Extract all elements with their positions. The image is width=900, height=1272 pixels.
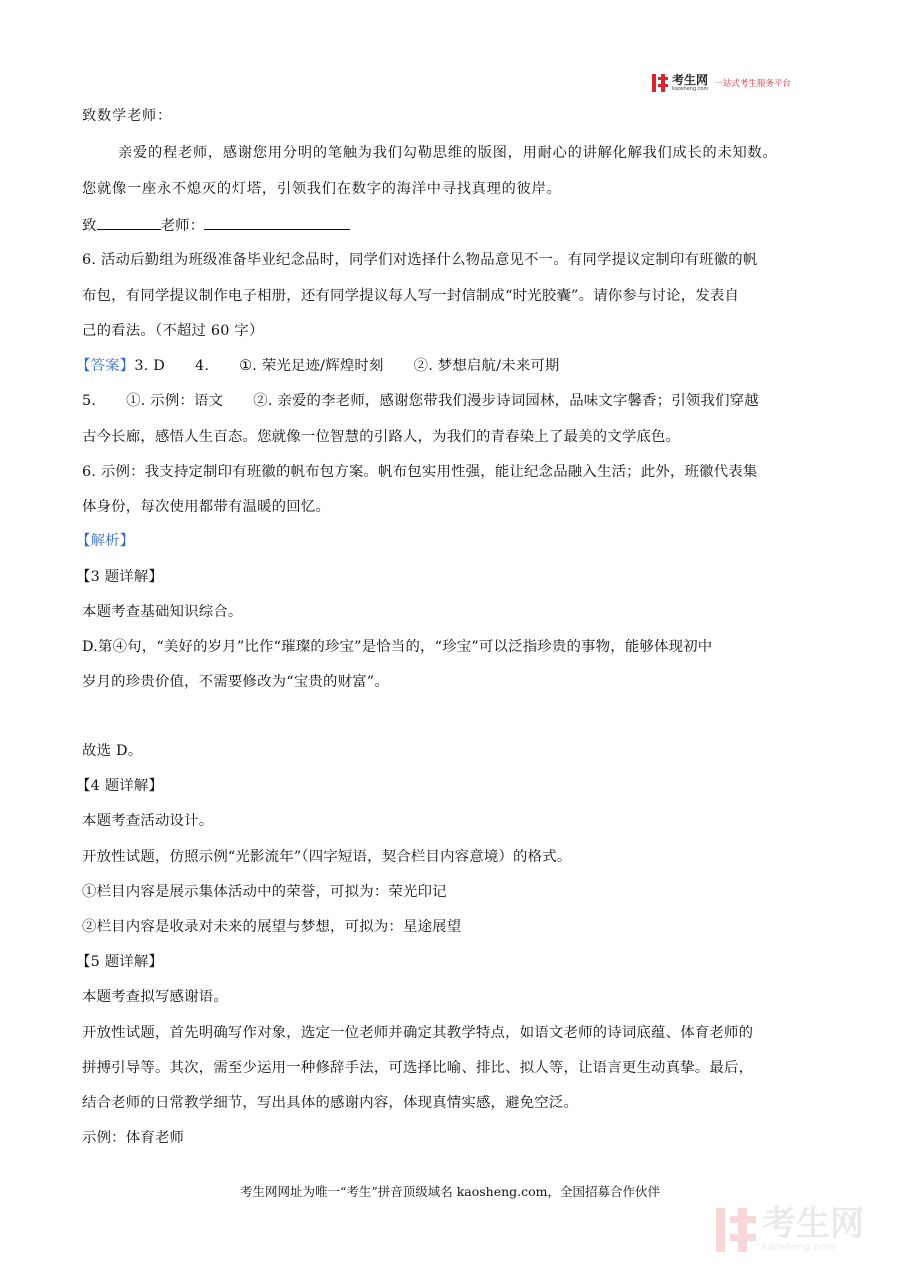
letter-paragraph-1: 亲爱的程老师，感谢您用分明的笔触为我们勾勒思维的版图，用耐心的讲解化解我们成长的未知数。 (118, 145, 778, 161)
question-6-line-3: 己的看法。（不超过 60 字） (82, 323, 264, 339)
q3-conclusion: 故选 D。 (82, 743, 143, 759)
watermark-en: kaosheng.com (762, 1242, 835, 1253)
q4-intro: 本题考查活动设计。 (82, 813, 214, 829)
logo-en: kaosheng.com (672, 86, 709, 92)
watermark-wordmark (762, 1204, 864, 1253)
q5-detail-1: 开放性试题，首先明确写作对象，选定一位老师并确定其教学特点，如语文老师的诗词底蕴、体育老师的 (82, 1025, 754, 1041)
logo-wordmark (672, 74, 708, 92)
answer-4-item-1: ①. 荣光足迹/辉煌时刻 (239, 358, 384, 374)
answer-3: 3. D (134, 358, 166, 374)
answer-line-5: 体身份，每次使用都带有温暖的回忆。 (82, 499, 331, 515)
q5-detail-2: 拼搏引导等。其次，需至少运用一种修辞手法，可选择比喻、排比、拟人等，让语言更生动真挚。最后， (82, 1060, 754, 1076)
answer-5-item-2: ②. 亲爱的李老师，感谢您带我们漫步诗词园林，品味文字馨香；引领我们穿越 (253, 393, 759, 409)
letter-paragraph-2: 您就像一座永不熄灭的灯塔，引领我们在数字的海洋中寻找真理的彼岸。 (82, 181, 562, 197)
header-logo (652, 72, 817, 94)
page-footer: 考生网网址为唯一“考生”拼音顶级域名 kaosheng.com，全国招募合作伙伴 (239, 1184, 661, 1199)
question-6-line-1: 6. 活动后勤组为班级准备毕业纪念品时，同学们对选择什么物品意见不一。有同学提议定制印有班徽的帆 (82, 252, 758, 268)
q4-detail-2: ①栏目内容是展示集体活动中的荣誉，可拟为：荣光印记 (82, 884, 447, 900)
q5-intro: 本题考查拟写感谢语。 (82, 989, 228, 1005)
answer-5-label: 5. (82, 393, 97, 409)
logo-cn: 考生网 (672, 73, 709, 87)
watermark (716, 1200, 886, 1260)
fill-in-prefix: 致 (82, 218, 97, 234)
kaosheng-logo-icon (652, 74, 668, 92)
watermark-logo-icon (716, 1208, 756, 1252)
q4-detail-1: 开放性试题，仿照示例“光影流年”（四字短语，契合栏目内容意境）的格式。 (82, 849, 572, 865)
answer-line-3: 古今长廊，感悟人生百态。您就像一位智慧的引路人，为我们的青春染上了最美的文学底色。 (82, 429, 681, 445)
blank-subject (97, 215, 161, 230)
analysis-tag: 【解析】 (76, 533, 135, 549)
answer-line-1 (76, 356, 816, 376)
q4-heading: 【4 题详解】 (76, 778, 164, 794)
question-6-line-2: 布包，有同学提议制作电子相册，还有同学提议每人写一封信制成“时光胶囊”。请你参与讨论，发表自 (82, 288, 740, 304)
answer-tag: 【答案】 (76, 358, 135, 374)
logo-tagline: 一站式考生服务平台 (714, 79, 791, 89)
blank-message (204, 215, 350, 230)
q5-example: 示例：体育老师 (82, 1130, 185, 1146)
answer-line-4: 6. 示例：我支持定制印有班徽的帆布包方案。帆布包实用性强，能让纪念品融入生活；此外，班徽代表集 (82, 464, 758, 480)
answer-4-label: 4. (195, 358, 210, 374)
q5-detail-3: 结合老师的日常教学细节，写出具体的感谢内容，体现真情实感，避免空泛。 (82, 1095, 579, 1111)
q3-detail-2: 岁月的珍贵价值，不需要修改为“宝贵的财富”。 (82, 674, 389, 690)
q3-detail-1: D.第④句，“美好的岁月”比作“璀璨的珍宝”是恰当的，“珍宝”可以泛指珍贵的事物，能够体现初中 (82, 639, 713, 655)
fill-in-line (82, 215, 822, 236)
answer-5-item-1: ①. 示例：语文 (126, 393, 224, 409)
q3-intro: 本题考查基础知识综合。 (82, 604, 243, 620)
watermark-cn: 考生网 (762, 1204, 864, 1244)
answer-line-2 (82, 391, 822, 411)
q4-detail-3: ②栏目内容是收录对未来的展望与梦想，可拟为：星途展望 (82, 919, 462, 935)
q5-heading: 【5 题详解】 (76, 954, 164, 970)
letter-salutation: 致数学老师： (82, 108, 172, 124)
q3-heading: 【3 题详解】 (76, 569, 164, 585)
fill-in-teacher-label: 老师： (160, 218, 205, 234)
answer-4-item-2: ②. 梦想启航/未来可期 (413, 358, 560, 374)
